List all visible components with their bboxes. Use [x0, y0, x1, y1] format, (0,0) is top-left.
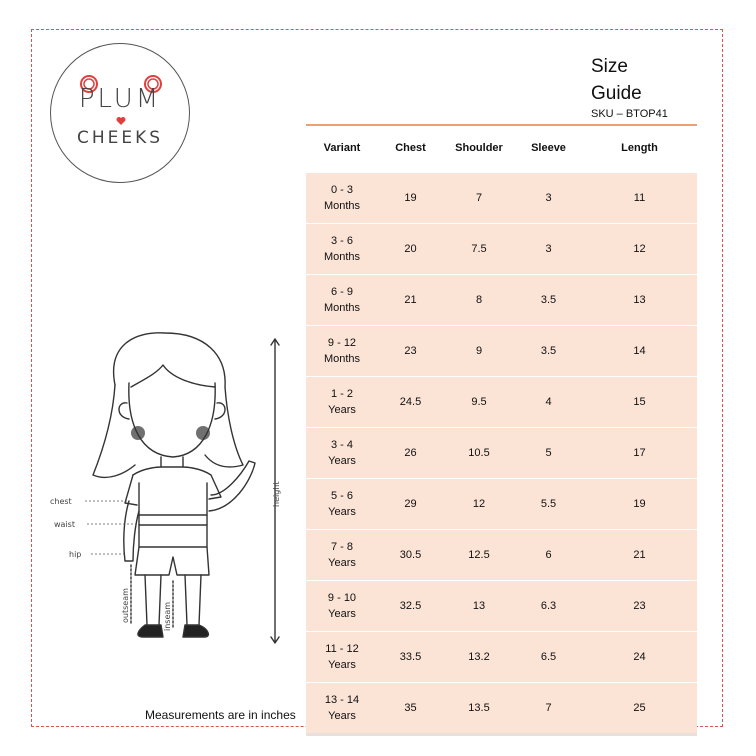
header-chest: Chest	[395, 142, 426, 154]
variant-line: Years	[328, 659, 356, 671]
cell-sleeve: 6.3	[540, 600, 557, 612]
cell-length: 17	[633, 447, 646, 459]
child-figure-icon	[45, 325, 295, 665]
variant-line: Years	[328, 557, 356, 569]
variant-line: Months	[323, 302, 361, 314]
label-inseam: inseam	[163, 601, 172, 631]
title-line2: Guide	[591, 83, 642, 104]
cell-chest: 32.5	[399, 600, 422, 612]
cell-sleeve: 6.5	[540, 651, 557, 663]
variant-line: Years	[328, 710, 356, 722]
table-row	[306, 632, 697, 682]
title-line1: Size	[591, 56, 628, 77]
table-row	[306, 173, 697, 223]
variant-line: Years	[328, 506, 356, 518]
cell-chest: 23	[404, 345, 417, 357]
brand-logo	[50, 43, 190, 183]
cell-length: 12	[633, 243, 646, 255]
cell-length: 14	[633, 345, 646, 357]
logo-hearts-icon	[51, 44, 191, 184]
cell-length: 23	[633, 600, 646, 612]
table-row	[306, 479, 697, 529]
cell-chest: 24.5	[399, 396, 422, 408]
label-outseam: outseam	[121, 588, 130, 623]
cell-length: 25	[633, 702, 646, 714]
cell-sleeve: 3	[545, 192, 552, 204]
cell-variant	[306, 173, 378, 223]
table-row	[306, 326, 697, 376]
variant-line: 5 - 6	[330, 490, 353, 502]
variant-line: 3 - 6	[330, 235, 353, 247]
variant-line: Months	[323, 353, 361, 365]
label-height: height	[272, 481, 281, 507]
cell-chest: 29	[404, 498, 417, 510]
variant-line: Years	[328, 404, 356, 416]
sku-label: SKU – BTOP41	[591, 108, 668, 120]
cell-length: 15	[633, 396, 646, 408]
cell-shoulder: 7.5	[471, 243, 487, 255]
label-chest: chest	[50, 497, 72, 506]
cell-variant	[306, 683, 378, 733]
cell-length: 24	[633, 651, 646, 663]
cell-variant	[306, 530, 378, 580]
variant-line: 0 - 3	[330, 184, 353, 196]
variant-line: 9 - 10	[327, 592, 357, 604]
cell-sleeve: 4	[545, 396, 552, 408]
cell-variant	[306, 428, 378, 478]
cell-length: 21	[633, 549, 646, 561]
table-bottom-rule	[306, 733, 697, 736]
cell-shoulder: 13.2	[468, 651, 490, 663]
table-body	[306, 173, 697, 733]
cell-variant	[306, 479, 378, 529]
header-shoulder: Shoulder	[455, 142, 503, 154]
cell-sleeve: 3	[545, 243, 552, 255]
variant-line: 3 - 4	[330, 439, 353, 451]
variant-line: 6 - 9	[330, 286, 353, 298]
variant-line: 1 - 2	[330, 388, 353, 400]
cell-variant	[306, 326, 378, 376]
header-sleeve: Sleeve	[531, 142, 566, 154]
cell-variant	[306, 224, 378, 274]
cell-chest: 33.5	[399, 651, 422, 663]
variant-line: 9 - 12	[327, 337, 357, 349]
variant-line: 13 - 14	[324, 694, 360, 706]
variant-line: 11 - 12	[325, 643, 359, 655]
cell-sleeve: 5	[545, 447, 552, 459]
cell-length: 19	[633, 498, 646, 510]
cell-sleeve: 7	[545, 702, 552, 714]
cell-sleeve: 6	[545, 549, 552, 561]
table-row	[306, 275, 697, 325]
table-row	[306, 683, 697, 733]
cell-length: 13	[633, 294, 646, 306]
cell-variant	[306, 632, 378, 682]
header-variant: Variant	[323, 142, 361, 154]
cell-shoulder: 9	[475, 345, 483, 357]
cell-shoulder: 12.5	[468, 549, 490, 561]
header-length: Length	[621, 142, 658, 154]
cell-shoulder: 7	[475, 192, 483, 204]
size-table	[306, 126, 697, 736]
cell-chest: 19	[404, 192, 417, 204]
cell-shoulder: 9.5	[471, 396, 487, 408]
cell-chest: 30.5	[399, 549, 422, 561]
variant-line: 7 - 8	[330, 541, 353, 553]
cell-sleeve: 3.5	[540, 345, 557, 357]
cell-chest: 21	[404, 294, 417, 306]
table-row	[306, 377, 697, 427]
cell-chest: 35	[404, 702, 417, 714]
cell-variant	[306, 275, 378, 325]
cell-shoulder: 10.5	[468, 447, 490, 459]
brand-name-line1: PLUM	[78, 84, 162, 114]
variant-line: Years	[328, 455, 356, 467]
cell-sleeve: 5.5	[540, 498, 557, 510]
cell-sleeve: 3.5	[540, 294, 557, 306]
variant-line: Years	[328, 608, 356, 620]
measurement-illustration	[45, 325, 295, 665]
label-hip: hip	[69, 550, 82, 559]
label-waist: waist	[54, 520, 75, 529]
cell-shoulder: 12	[472, 498, 486, 510]
variant-line: Months	[323, 200, 361, 212]
cell-shoulder: 13.5	[468, 702, 490, 714]
cell-shoulder: 13	[472, 600, 486, 612]
brand-name-line2: CHEEKS	[76, 128, 164, 148]
table-row	[306, 224, 697, 274]
table-row	[306, 581, 697, 631]
cell-shoulder: 8	[475, 294, 483, 306]
cell-variant	[306, 581, 378, 631]
cell-chest: 26	[404, 447, 417, 459]
measurement-note: Measurements are in inches	[145, 708, 296, 722]
table-row	[306, 530, 697, 580]
cell-variant	[306, 377, 378, 427]
page-title	[591, 53, 642, 107]
table-header	[306, 126, 697, 173]
table-row	[306, 428, 697, 478]
cell-chest: 20	[404, 243, 417, 255]
variant-line: Months	[323, 251, 361, 263]
cell-length: 11	[633, 192, 646, 204]
